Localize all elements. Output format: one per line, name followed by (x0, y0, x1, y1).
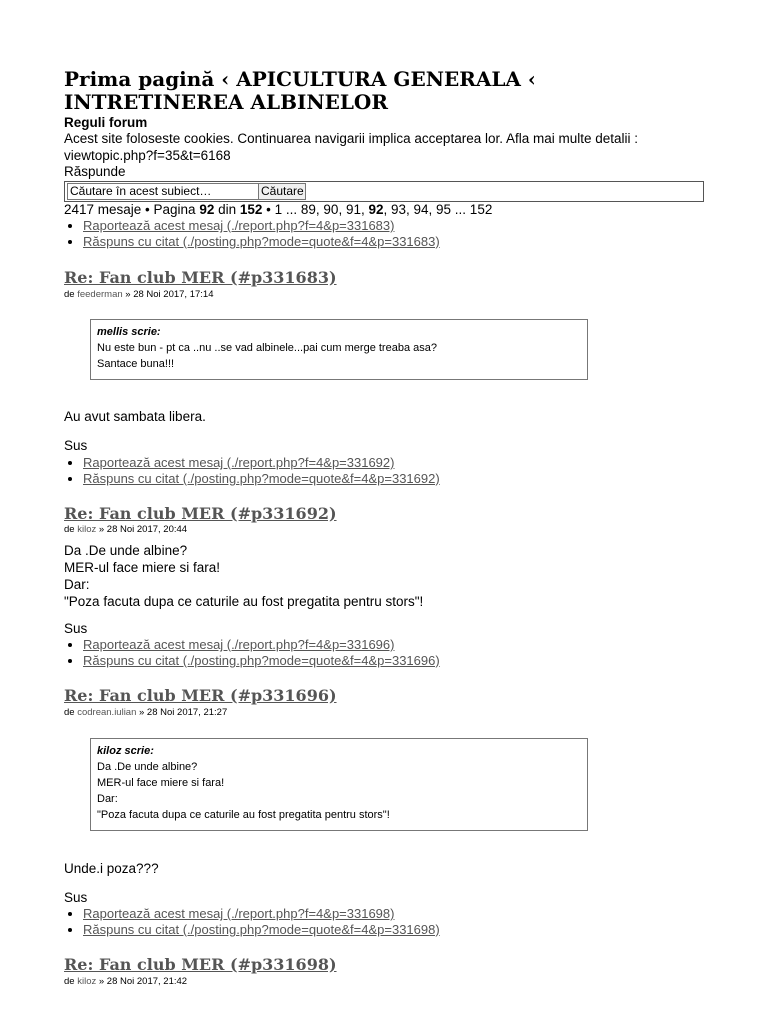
back-to-top-link[interactable]: Sus (64, 621, 88, 636)
post-date: » 28 Noi 2017, 21:27 (136, 707, 228, 718)
current-page-link: 92 (368, 202, 384, 217)
report-post-link[interactable]: Raportează acest mesaj (./report.php?f=4&p=331698) (83, 906, 395, 921)
quote-line: MER-ul face miere si fara! (97, 777, 225, 789)
post-title[interactable]: Re: Fan club MER (#p331692) (64, 504, 337, 523)
list-item (83, 653, 440, 669)
post-date: » 28 Noi 2017, 21:42 (96, 976, 188, 987)
byline-prefix: de (64, 524, 78, 535)
quote-line: Nu este bun - pt ca ..nu ..se vad albinele...pai cum merge treaba asa? (97, 342, 437, 354)
post-author[interactable]: codrean.iulian (77, 707, 137, 718)
quote-block (90, 738, 588, 831)
pagination (64, 202, 492, 217)
breadcrumb-home[interactable]: Prima pagină (64, 67, 215, 91)
byline-prefix: de (64, 976, 78, 987)
post-byline (64, 976, 187, 987)
quote-line: Santace buna!!! (97, 358, 175, 370)
report-post-link[interactable]: Raportează acest mesaj (./report.php?f=4&p=331683) (83, 218, 395, 233)
page-links-rest[interactable]: , 93, 94, 95 ... 152 (383, 202, 493, 217)
list-item (83, 471, 440, 487)
post-body-line: Dar: (64, 577, 90, 592)
post-count: 2417 mesaje • Pagina (64, 202, 200, 217)
post-body-line: Unde.i poza??? (64, 861, 159, 876)
post-byline (64, 707, 227, 718)
post-byline (64, 289, 214, 300)
breadcrumb-subforum[interactable]: INTRETINEREA ALBINELOR (64, 90, 388, 114)
post-body (64, 860, 159, 877)
search-button[interactable]: Căutare (258, 183, 306, 200)
post-title[interactable]: Re: Fan club MER (#p331683) (64, 268, 337, 287)
list-item (83, 922, 440, 938)
search-input[interactable] (67, 183, 259, 200)
post-author[interactable]: kiloz (77, 524, 97, 535)
quote-line: Da .De unde albine? (97, 761, 198, 773)
post-actions (64, 455, 440, 487)
total-pages: 152 (239, 202, 263, 217)
topic-search-bar (64, 181, 704, 202)
post-body-line: Au avut sambata libera. (64, 409, 206, 424)
back-to-top-link[interactable]: Sus (64, 438, 88, 453)
post-byline (64, 524, 187, 535)
post-body (64, 542, 423, 610)
report-post-link[interactable]: Raportează acest mesaj (./report.php?f=4&p=331692) (83, 455, 395, 470)
cookie-notice: Acest site foloseste cookies. Continuarea navigarii implica acceptarea lor. Afla mai multe detalii : viewtopic.php?f=35&t=6168 (64, 131, 639, 163)
quote-author: mellis scrie: (97, 326, 161, 338)
post-body-line: Da .De unde albine? (64, 543, 188, 558)
breadcrumb-separator: ‹ (214, 67, 237, 91)
post-actions (64, 637, 440, 669)
byline-prefix: de (64, 289, 78, 300)
post-actions (64, 906, 440, 938)
list-item (83, 218, 440, 234)
post-author[interactable]: feederman (77, 289, 123, 300)
list-item (83, 234, 440, 250)
reply-link[interactable]: Răspunde (64, 164, 126, 179)
post-body (64, 408, 206, 425)
breadcrumb (64, 68, 704, 114)
quote-author: kiloz scrie: (97, 745, 154, 757)
quote-reply-link[interactable]: Răspuns cu citat (./posting.php?mode=quote&f=4&p=331683) (83, 234, 440, 249)
breadcrumb-separator: ‹ (520, 67, 536, 91)
byline-prefix: de (64, 707, 78, 718)
post-author[interactable]: kiloz (77, 976, 97, 987)
post-date: » 28 Noi 2017, 20:44 (96, 524, 188, 535)
post-title[interactable]: Re: Fan club MER (#p331696) (64, 686, 337, 705)
top-actions (64, 218, 440, 250)
list-item (83, 455, 440, 471)
pagination-of: din (214, 202, 240, 217)
post-date: » 28 Noi 2017, 17:14 (122, 289, 214, 300)
quote-reply-link[interactable]: Răspuns cu citat (./posting.php?mode=quote&f=4&p=331698) (83, 922, 440, 937)
list-item (83, 906, 440, 922)
quote-line: "Poza facuta dupa ce caturile au fost pregatita pentru stors"! (97, 809, 390, 821)
post-title[interactable]: Re: Fan club MER (#p331698) (64, 955, 337, 974)
list-item (83, 637, 440, 653)
report-post-link[interactable]: Raportează acest mesaj (./report.php?f=4&p=331696) (83, 637, 395, 652)
quote-block (90, 319, 588, 380)
quote-reply-link[interactable]: Răspuns cu citat (./posting.php?mode=quote&f=4&p=331696) (83, 653, 440, 668)
page-links[interactable]: • 1 ... 89, 90, 91, (262, 202, 369, 217)
quote-line: Dar: (97, 793, 118, 805)
breadcrumb-forum[interactable]: APICULTURA GENERALA (236, 67, 521, 91)
forum-rules-link[interactable]: Reguli forum (64, 115, 148, 130)
quote-reply-link[interactable]: Răspuns cu citat (./posting.php?mode=quote&f=4&p=331692) (83, 471, 440, 486)
current-page: 92 (199, 202, 215, 217)
post-body-line: "Poza facuta dupa ce caturile au fost pregatita pentru stors"! (64, 594, 424, 609)
post-body-line: MER-ul face miere si fara! (64, 560, 221, 575)
back-to-top-link[interactable]: Sus (64, 890, 88, 905)
